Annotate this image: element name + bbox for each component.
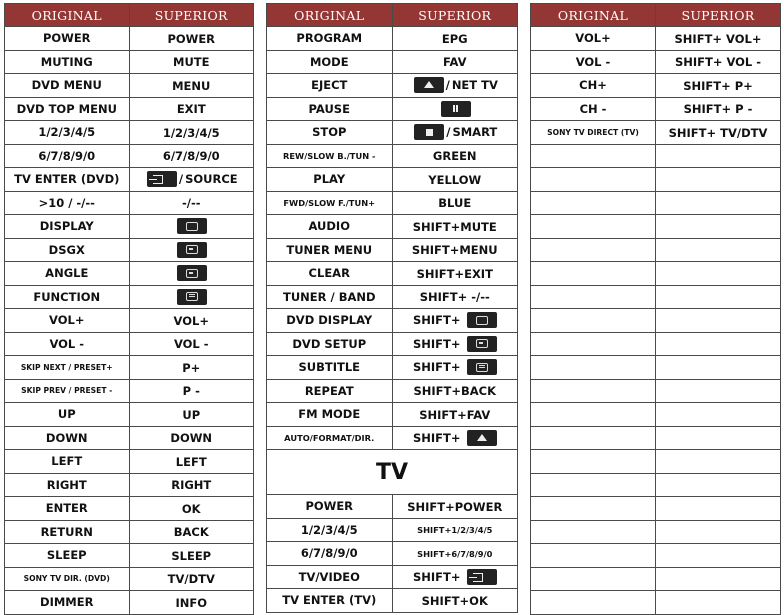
empty-cell	[531, 285, 656, 309]
original-key: MUTING	[5, 50, 130, 74]
original-key: SKIP PREV / PRESET -	[5, 379, 130, 403]
superior-key-label: SHIFT+ P -	[683, 102, 753, 116]
superior-key-label: SHIFT+1/2/3/4/5	[417, 525, 493, 535]
superior-key	[392, 332, 518, 356]
original-key: POWER	[267, 495, 393, 519]
mapping-row	[267, 215, 518, 239]
header-original: ORIGINAL	[267, 4, 393, 27]
stop-icon	[414, 124, 444, 140]
superior-key	[129, 168, 254, 192]
empty-cell	[531, 191, 656, 215]
original-key: RIGHT	[5, 473, 130, 497]
superior-key	[656, 27, 781, 51]
pause-icon	[441, 101, 471, 117]
separator: /	[446, 125, 451, 140]
superior-key-label: SHIFT+EXIT	[416, 266, 493, 281]
superior-key-label: -/--	[181, 196, 201, 210]
function-icon	[177, 289, 207, 305]
superior-key-label: POWER	[167, 31, 216, 46]
superior-key	[129, 144, 254, 168]
mapping-row	[5, 144, 254, 168]
display-icon	[467, 312, 497, 328]
empty-cell	[656, 332, 781, 356]
superior-key	[392, 121, 518, 145]
empty-cell	[656, 567, 781, 591]
empty-row	[531, 285, 781, 309]
empty-row	[531, 215, 781, 239]
empty-row	[531, 403, 781, 427]
superior-key	[392, 285, 518, 309]
superior-key	[129, 50, 254, 74]
superior-key	[392, 565, 518, 589]
mapping-row	[5, 520, 254, 544]
mapping-row	[267, 356, 518, 380]
superior-key-label: SHIFT+	[412, 336, 461, 351]
mapping-row	[5, 121, 254, 145]
superior-key-label: VOL+	[173, 313, 209, 328]
empty-cell	[531, 591, 656, 615]
empty-cell	[656, 215, 781, 239]
empty-row	[531, 379, 781, 403]
superior-key	[129, 191, 254, 215]
superior-key-label: FAV	[442, 55, 467, 69]
mapping-table-2	[266, 3, 518, 613]
superior-key-label: SHIFT+	[412, 360, 461, 375]
superior-key-label: OK	[181, 501, 201, 516]
original-key: TUNER / BAND	[267, 285, 393, 309]
mapping-row	[5, 27, 254, 51]
original-key: AUDIO	[267, 215, 393, 239]
original-key: CH -	[531, 97, 656, 121]
mapping-row	[267, 332, 518, 356]
empty-cell	[531, 168, 656, 192]
mapping-row	[267, 542, 518, 566]
source-icon	[147, 171, 177, 187]
mapping-row	[531, 50, 781, 74]
superior-key	[129, 473, 254, 497]
eject-icon	[467, 430, 497, 446]
empty-cell	[656, 544, 781, 568]
mapping-row	[267, 168, 518, 192]
empty-row	[531, 473, 781, 497]
superior-key	[129, 121, 254, 145]
original-key: AUTO/FORMAT/DIR.	[267, 426, 393, 450]
empty-cell	[656, 309, 781, 333]
mapping-row	[5, 426, 254, 450]
superior-key-label: MENU	[172, 78, 211, 93]
superior-key-label: P+	[182, 360, 201, 375]
superior-key	[129, 262, 254, 286]
original-key: VOL+	[5, 309, 130, 333]
original-key: 6/7/8/9/0	[5, 144, 130, 168]
empty-row	[531, 544, 781, 568]
superior-key	[392, 356, 518, 380]
original-key: >10 / -/--	[5, 191, 130, 215]
original-key: DVD SETUP	[267, 332, 393, 356]
original-key: PROGRAM	[267, 27, 393, 51]
superior-key	[392, 168, 518, 192]
superior-key	[392, 518, 518, 542]
empty-row	[531, 332, 781, 356]
mapping-row	[267, 285, 518, 309]
superior-key-label: SHIFT+FAV	[419, 407, 491, 422]
header-row	[5, 4, 254, 27]
original-key: DVD TOP MENU	[5, 97, 130, 121]
original-key: PLAY	[267, 168, 393, 192]
mapping-row	[267, 74, 518, 98]
superior-key	[392, 262, 518, 286]
superior-key	[129, 27, 254, 51]
superior-key	[129, 238, 254, 262]
empty-cell	[531, 520, 656, 544]
mapping-row	[5, 591, 254, 615]
display-icon	[177, 218, 207, 234]
empty-cell	[656, 426, 781, 450]
mapping-row	[5, 473, 254, 497]
mapping-row	[5, 262, 254, 286]
empty-cell	[656, 379, 781, 403]
original-key: MODE	[267, 50, 393, 74]
mapping-row	[267, 191, 518, 215]
superior-key-label: 1/2/3/4/5	[162, 125, 220, 140]
empty-cell	[531, 238, 656, 262]
header-original: ORIGINAL	[5, 4, 130, 27]
superior-key-label: SOURCE	[185, 172, 238, 187]
header-row	[267, 4, 518, 27]
empty-cell	[656, 356, 781, 380]
empty-cell	[531, 356, 656, 380]
mapping-row	[267, 121, 518, 145]
original-key: TV/VIDEO	[267, 565, 393, 589]
empty-cell	[656, 450, 781, 474]
original-key: SLEEP	[5, 544, 130, 568]
original-key: SONY TV DIR. (DVD)	[5, 567, 130, 591]
empty-cell	[531, 426, 656, 450]
tv-section-title: TV	[267, 450, 518, 495]
mapping-row	[267, 27, 518, 51]
superior-key	[392, 403, 518, 427]
mapping-row	[267, 50, 518, 74]
superior-key-label: SHIFT+POWER	[407, 499, 503, 514]
empty-row	[531, 144, 781, 168]
original-key: STOP	[267, 121, 393, 145]
superior-key-label: SHIFT+ TV/DTV	[668, 125, 768, 140]
separator: /	[178, 172, 184, 187]
empty-row	[531, 520, 781, 544]
original-key: SKIP NEXT / PRESET+	[5, 356, 130, 380]
empty-row	[531, 262, 781, 286]
empty-cell	[656, 520, 781, 544]
original-key: ENTER	[5, 497, 130, 521]
empty-cell	[656, 497, 781, 521]
original-key: TV ENTER (TV)	[267, 589, 393, 613]
empty-cell	[531, 379, 656, 403]
original-key: PAUSE	[267, 97, 393, 121]
empty-cell	[531, 309, 656, 333]
superior-key	[392, 144, 518, 168]
original-key: DVD DISPLAY	[267, 309, 393, 333]
header-superior: SUPERIOR	[392, 4, 518, 27]
superior-key	[129, 356, 254, 380]
superior-key-label: SHIFT+ VOL -	[674, 55, 762, 69]
original-key: VOL -	[531, 50, 656, 74]
superior-key-label: DOWN	[170, 431, 213, 445]
empty-cell	[656, 285, 781, 309]
superior-key-label: SHIFT+OK	[421, 593, 488, 608]
superior-key	[656, 74, 781, 98]
superior-key-label: SMART	[452, 125, 498, 140]
original-key: TUNER MENU	[267, 238, 393, 262]
separator: /	[445, 78, 450, 93]
mapping-row	[267, 97, 518, 121]
superior-key	[392, 309, 518, 333]
mapping-row	[267, 238, 518, 262]
empty-cell	[656, 262, 781, 286]
mapping-table-1	[4, 3, 254, 615]
dsgx-icon	[177, 242, 207, 258]
original-key: REW/SLOW B./TUN -	[267, 144, 393, 168]
empty-row	[531, 426, 781, 450]
superior-key	[129, 74, 254, 98]
superior-key	[392, 379, 518, 403]
original-key: VOL+	[531, 27, 656, 51]
superior-key-label: SHIFT+MENU	[411, 243, 498, 257]
superior-key	[129, 309, 254, 333]
empty-cell	[531, 262, 656, 286]
original-key: TV ENTER (DVD)	[5, 168, 130, 192]
superior-key-label: SHIFT+	[412, 313, 461, 328]
original-key: DVD MENU	[5, 74, 130, 98]
source-icon	[467, 569, 497, 585]
mapping-row	[5, 332, 254, 356]
superior-key-label: VOL -	[173, 337, 209, 351]
eject-icon	[414, 77, 444, 93]
superior-key	[129, 379, 254, 403]
empty-cell	[531, 544, 656, 568]
original-key: 1/2/3/4/5	[267, 518, 393, 542]
original-key: EJECT	[267, 74, 393, 98]
superior-key-label: SHIFT+	[412, 430, 461, 445]
header-row	[531, 4, 781, 27]
original-key: REPEAT	[267, 379, 393, 403]
original-key: FWD/SLOW F./TUN+	[267, 191, 393, 215]
angle-icon	[467, 336, 497, 352]
mapping-row	[5, 74, 254, 98]
empty-cell	[656, 238, 781, 262]
superior-key-label: SHIFT+BACK	[413, 384, 497, 398]
mapping-row	[5, 238, 254, 262]
superior-key-label: YELLOW	[428, 172, 482, 187]
original-key: DSGX	[5, 238, 130, 262]
mapping-row	[531, 121, 781, 145]
original-key: FM MODE	[267, 403, 393, 427]
superior-key-label: SLEEP	[171, 548, 212, 563]
original-key: DISPLAY	[5, 215, 130, 239]
superior-key	[392, 426, 518, 450]
mapping-row	[5, 215, 254, 239]
original-key: ANGLE	[5, 262, 130, 286]
mapping-row	[267, 518, 518, 542]
empty-row	[531, 191, 781, 215]
mapping-row	[267, 403, 518, 427]
empty-cell	[531, 403, 656, 427]
mapping-row	[5, 356, 254, 380]
empty-row	[531, 356, 781, 380]
original-key: CH+	[531, 74, 656, 98]
empty-cell	[656, 591, 781, 615]
superior-key	[392, 74, 518, 98]
empty-row	[531, 450, 781, 474]
superior-key	[129, 544, 254, 568]
empty-row	[531, 591, 781, 615]
superior-key	[129, 520, 254, 544]
superior-key	[392, 542, 518, 566]
superior-key-label: 6/7/8/9/0	[162, 149, 220, 163]
empty-cell	[656, 473, 781, 497]
superior-key	[392, 238, 518, 262]
mapping-row	[5, 403, 254, 427]
superior-key-label: BLUE	[438, 196, 472, 210]
mapping-row	[267, 262, 518, 286]
superior-key	[129, 497, 254, 521]
superior-key-label: SHIFT+MUTE	[412, 219, 497, 234]
original-key: POWER	[5, 27, 130, 51]
original-key: 1/2/3/4/5	[5, 121, 130, 145]
superior-key-label: SHIFT+	[412, 569, 461, 584]
empty-cell	[531, 144, 656, 168]
superior-key-label: SHIFT+ -/--	[419, 290, 490, 304]
mapping-row	[5, 379, 254, 403]
mapping-row	[5, 544, 254, 568]
superior-key-label: EXIT	[176, 102, 206, 116]
original-key: DOWN	[5, 426, 130, 450]
original-key: FUNCTION	[5, 285, 130, 309]
mapping-row	[267, 144, 518, 168]
original-key: RETURN	[5, 520, 130, 544]
mapping-row	[5, 497, 254, 521]
empty-row	[531, 238, 781, 262]
empty-cell	[531, 567, 656, 591]
empty-cell	[656, 191, 781, 215]
empty-row	[531, 497, 781, 521]
superior-key	[656, 50, 781, 74]
mapping-row	[5, 97, 254, 121]
empty-row	[531, 309, 781, 333]
superior-key-label: EPG	[441, 31, 468, 46]
mapping-row	[267, 495, 518, 519]
superior-key	[129, 332, 254, 356]
superior-key	[392, 215, 518, 239]
empty-cell	[531, 215, 656, 239]
superior-key	[392, 97, 518, 121]
empty-row	[531, 567, 781, 591]
header-original: ORIGINAL	[531, 4, 656, 27]
empty-cell	[656, 168, 781, 192]
mapping-row	[5, 285, 254, 309]
mapping-row	[267, 426, 518, 450]
superior-key	[392, 589, 518, 613]
mapping-row	[531, 74, 781, 98]
tv-section-row	[267, 450, 518, 495]
superior-key	[392, 191, 518, 215]
superior-key	[656, 121, 781, 145]
empty-cell	[531, 450, 656, 474]
superior-key	[392, 50, 518, 74]
superior-key	[392, 27, 518, 51]
header-superior: SUPERIOR	[656, 4, 781, 27]
superior-key-label: P -	[182, 384, 200, 398]
original-key: CLEAR	[267, 262, 393, 286]
original-key: UP	[5, 403, 130, 427]
empty-cell	[531, 497, 656, 521]
original-key: SONY TV DIRECT (TV)	[531, 121, 656, 145]
superior-key	[129, 591, 254, 615]
superior-key-label: MUTE	[173, 55, 210, 69]
superior-key-label: SHIFT+6/7/8/9/0	[417, 548, 493, 559]
original-key: 6/7/8/9/0	[267, 542, 393, 566]
function-icon	[467, 359, 497, 375]
mapping-row	[267, 379, 518, 403]
superior-key	[129, 426, 254, 450]
empty-cell	[656, 144, 781, 168]
superior-key-label: LEFT	[175, 454, 207, 469]
superior-key	[392, 495, 518, 519]
superior-key	[129, 403, 254, 427]
superior-key-label: SHIFT+ VOL+	[674, 31, 762, 46]
superior-key-label: INFO	[175, 595, 208, 610]
mapping-table-3	[530, 3, 781, 615]
empty-cell	[531, 473, 656, 497]
mapping-row	[531, 27, 781, 51]
mapping-row	[5, 450, 254, 474]
empty-cell	[531, 332, 656, 356]
superior-key-label: BACK	[173, 525, 209, 539]
original-key: LEFT	[5, 450, 130, 474]
mapping-row	[5, 567, 254, 591]
superior-key-label: UP	[182, 407, 201, 422]
mapping-row	[5, 168, 254, 192]
superior-key-label: TV/DTV	[167, 572, 215, 586]
mapping-row	[5, 309, 254, 333]
mapping-row	[531, 97, 781, 121]
superior-key-label: SHIFT+ P+	[683, 78, 753, 93]
original-key: DIMMER	[5, 591, 130, 615]
superior-key	[129, 450, 254, 474]
mapping-row	[267, 565, 518, 589]
original-key: SUBTITLE	[267, 356, 393, 380]
superior-key-label: GREEN	[432, 149, 477, 163]
superior-key-label: NET TV	[451, 78, 498, 93]
header-superior: SUPERIOR	[129, 4, 254, 27]
angle-icon	[177, 265, 207, 281]
empty-row	[531, 168, 781, 192]
superior-key	[656, 97, 781, 121]
original-key: VOL -	[5, 332, 130, 356]
mapping-row	[5, 191, 254, 215]
superior-key-label: RIGHT	[171, 478, 212, 492]
superior-key	[129, 97, 254, 121]
superior-key	[129, 567, 254, 591]
mapping-row	[5, 50, 254, 74]
mapping-row	[267, 589, 518, 613]
superior-key	[129, 285, 254, 309]
superior-key	[129, 215, 254, 239]
mapping-row	[267, 309, 518, 333]
empty-cell	[656, 403, 781, 427]
